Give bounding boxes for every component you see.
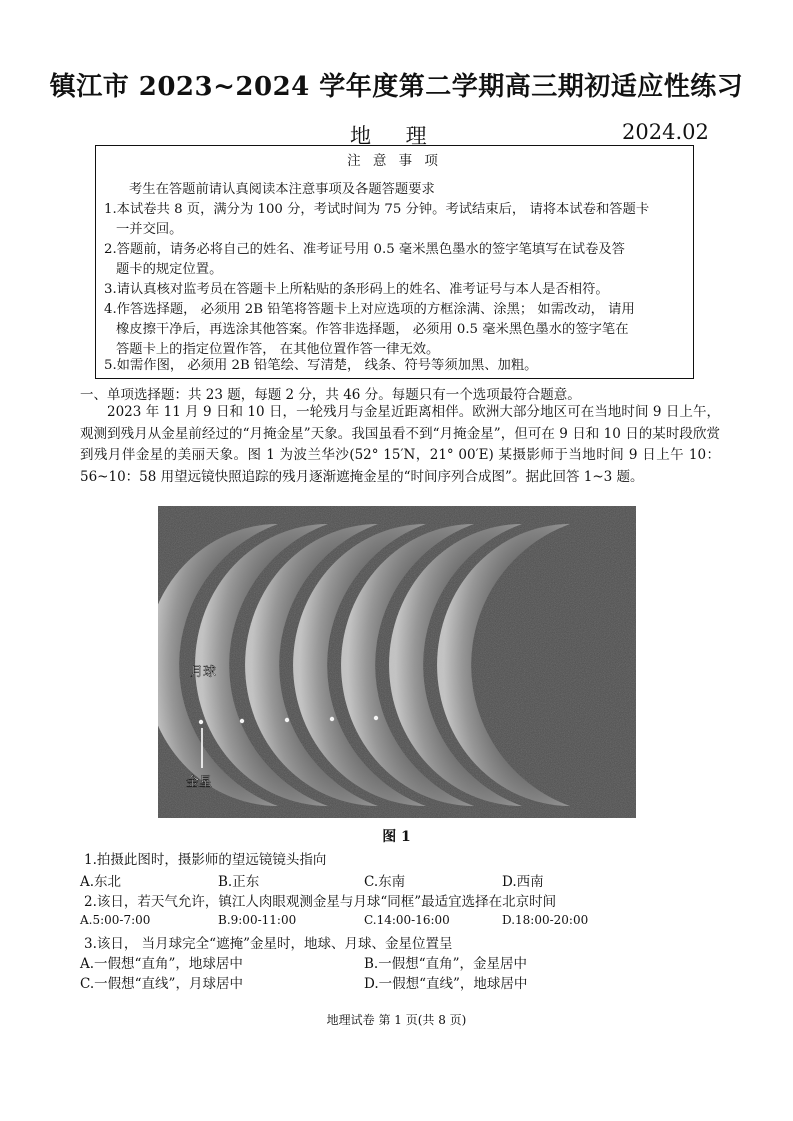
- question-2-option-b: B.9:00-11:00: [218, 913, 297, 927]
- notice-item-5: [104, 356, 690, 376]
- question-1-option-a: A.东北: [80, 874, 122, 890]
- notice-item-4: [104, 300, 690, 360]
- subject-label: 地 理: [350, 124, 441, 148]
- question-2-stem: 2.该日，若天气允许，镇江人肉眼观测金星与月球“同框”最适宜选择在北京时间: [84, 894, 557, 910]
- notice-line: 3.请认真核对监考员在答题卡上所粘贴的条形码上的姓名、准考证号与本人是否相符。: [104, 282, 609, 297]
- question-3-stem: 3.该日， 当月球完全“遮掩”金星时，地球、月球、金星位置呈: [84, 936, 453, 952]
- question-2-option-d: D.18:00-20:00: [502, 913, 589, 927]
- notice-item-2: [104, 240, 690, 280]
- venus-label: 金星: [186, 775, 213, 790]
- notice-box: [95, 145, 694, 379]
- notice-item-1: [104, 200, 690, 240]
- question-3-option-d: D.一假想“直线”，地球居中: [364, 976, 528, 992]
- figure-caption: 图 1: [382, 829, 411, 845]
- venus-point: [240, 719, 244, 723]
- question-1-option-d: D.西南: [502, 874, 544, 890]
- section-heading: 一、单项选择题：共 23 题，每题 2 分，共 46 分。每题只有一个选项最符合题意。: [80, 387, 581, 403]
- notice-heading: 注 意 事 项: [347, 153, 442, 169]
- notice-line: 题卡的规定位置。: [116, 262, 223, 277]
- notice-line: 2.答题前，请务必将自己的姓名、准考证号用 0.5 毫米黑色墨水的签字笔填写在试卷及答: [104, 242, 625, 257]
- page-footer: 地理试卷 第 1 页(共 8 页): [326, 1013, 467, 1027]
- venus-point: [330, 717, 334, 721]
- notice-line: 橡皮擦干净后，再选涂其他答案。作答非选择题， 必须用 0.5 毫米黑色墨水的签字笔在: [116, 322, 629, 337]
- question-1-option-b: B.正东: [218, 874, 260, 890]
- moon-venus-photo: [158, 506, 636, 818]
- moon-label: 月球: [190, 665, 217, 680]
- venus-point: [199, 720, 203, 724]
- question-context-paragraph: 2023 年 11 月 9 日和 10 日，一轮残月与金星近距离相伴。欧洲大部分地区可在当地时间 9 日上午，观测到残月从金星前经过的“月掩金星”天象。我国虽看不到“月掩金星”，但可在 9 日和 10 日的某时段欣赏到残月伴金星的美丽天象。图 1 为波兰华沙(52° 15′N，21° 00′E) 某摄影师于当地时间 9 日上午 10：56~10：58 用望远镜快照追踪的残月逐渐遮掩金星的“时间序列合成图”。据此回答 1~3 题。: [80, 404, 720, 485]
- moon-venus-composite-image: [158, 506, 636, 818]
- notice-line: 答题卡上的指定位置作答， 在其他位置作答一律无效。: [116, 342, 440, 357]
- exam-title: 镇江市 2023~2024 学年度第二学期高三期初适应性练习: [49, 72, 744, 102]
- notice-line: 1.本试卷共 8 页，满分为 100 分，考试时间为 75 分钟。考试结束后， 请将本试卷和答题卡: [104, 202, 650, 217]
- notice-intro: 考生在答题前请认真阅读本注意事项及各题答题要求: [129, 182, 435, 197]
- exam-date: 2024.02: [622, 120, 709, 144]
- question-3-option-a: A.一假想“直角”，地球居中: [80, 956, 243, 972]
- question-3-option-c: C.一假想“直线”，月球居中: [80, 976, 243, 992]
- notice-line: 4.作答选择题， 必须用 2B 铅笔将答题卡上对应选项的方框涂满、涂黑； 如需改动， 请用: [104, 302, 635, 317]
- notice-line: 5.如需作图， 必须用 2B 铅笔绘、写清楚， 线条、符号等须加黑、加粗。: [104, 358, 538, 373]
- question-3-option-b: B.一假想“直角”，金星居中: [364, 956, 528, 972]
- question-2-option-a: A.5:00-7:00: [80, 913, 151, 927]
- question-1-stem: 1.拍摄此图时，摄影师的望远镜镜头指向: [84, 852, 327, 868]
- question-1-option-c: C.东南: [364, 874, 406, 890]
- notice-line: 一并交回。: [116, 222, 183, 237]
- venus-point: [374, 716, 378, 720]
- venus-point: [285, 718, 289, 722]
- question-2-option-c: C.14:00-16:00: [364, 913, 450, 927]
- notice-item-3: [104, 280, 690, 300]
